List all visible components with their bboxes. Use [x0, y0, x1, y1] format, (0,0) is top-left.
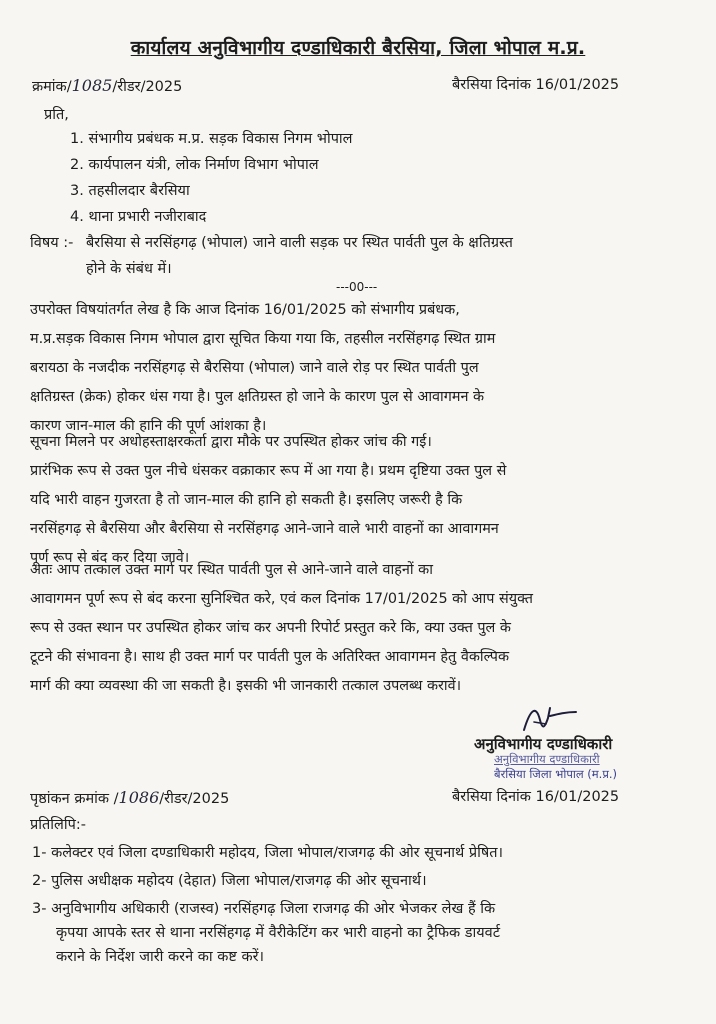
office-title: कार्यालय अनुविभागीय दण्डाधिकारी बैरसिया, जिला भोपाल म.प्र. [130, 37, 586, 59]
reference-number [32, 76, 182, 96]
paragraph-line: पूर्ण रूप से बंद कर दिया जावे। [30, 550, 190, 566]
paragraph-line: अतः आप तत्काल उक्त मार्ग पर स्थित पार्वती पुल से आने-जाने वाले वाहनों का [30, 562, 433, 578]
body-paragraph-1 [30, 296, 650, 441]
signatory-designation: अनुविभागीय दण्डाधिकारी [474, 735, 613, 753]
letter-date: बैरसिया दिनांक 16/01/2025 [452, 77, 620, 93]
stamp-line-2: बैरसिया जिला भोपाल (म.प्र.) [494, 767, 617, 781]
paragraph-line: उपरोक्त विषयांतर्गत लेख है कि आज दिनांक 16/01/2025 को संभागीय प्रबंधक, [30, 302, 460, 318]
body-paragraph-2 [30, 428, 650, 573]
paragraph-line: प्रारंभिक रूप से उक्त पुल नीचे धंसकर वक्राकार रूप में आ गया है। प्रथम दृष्टिया उक्त पुल से [30, 463, 507, 479]
recipient-item: 2. कार्यपालन यंत्री, लोक निर्माण विभाग भोपाल [70, 157, 319, 173]
paragraph-line: आवागमन पूर्ण रूप से बंद करना सुनिश्चित करे, एवं कल दिनांक 17/01/2025 को आप संयुक्त [30, 591, 533, 607]
stamp-line-1: अनुविभागीय दण्डाधिकारी [494, 752, 600, 766]
copy-item-3: 3- अनुविभागीय अधिकारी (राजस्व) नरसिंहगढ़ जिला राजगढ़ की ओर भेजकर लेख हैं कि [32, 901, 496, 917]
ref-number-handwritten: 1085 [71, 76, 113, 95]
paragraph-line: बरायठा के नजदीक नरसिंहगढ़ से बैरसिया (भोपाल) जाने वाले रोड़ पर स्थित पार्वती पुल [30, 360, 479, 376]
recipient-item: 4. थाना प्रभारी नजीराबाद [70, 209, 207, 225]
paragraph-line: नरसिंहगढ़ से बैरसिया और बैरसिया से नरसिंहगढ़ आने-जाने वाले भारी वाहनों का आवागमन [30, 521, 499, 537]
paragraph-line: यदि भारी वाहन गुजरता है तो जान-माल की हानि हो सकती है। इसलिए जरूरी है कि [30, 492, 463, 508]
paragraph-line: कारण जान-माल की हानि की पूर्ण आंशका है। [30, 418, 267, 434]
subject-line-2: होने के संबंध में। [86, 261, 172, 277]
recipient-item: 1. संभागीय प्रबंधक म.प्र. सड़क विकास निगम भोपाल [70, 131, 353, 147]
paragraph-line: मार्ग की क्या व्यवस्था की जा सकती है। इसकी भी जानकारी तत्काल उपलब्ध करावें। [30, 678, 462, 694]
endorsement-ref-number-handwritten: 1086 [118, 788, 160, 807]
ref-prefix: क्रमांक/ [32, 79, 72, 95]
paragraph-line: क्षतिग्रस्त (क्रेक) होकर धंस गया है। पुल क्षतिग्रस्त हो जाने के कारण पुल से आवागमन के [30, 389, 485, 405]
paragraph-line: सूचना मिलने पर अधोहस्ताक्षरकर्ता द्वारा मौके पर उपस्थित होकर जांच की गई। [30, 434, 432, 450]
copy-item-2: 2- पुलिस अधीक्षक महोदय (देहात) जिला भोपाल/राजगढ़ की ओर सूचनार्थ। [32, 873, 427, 889]
subject-line-1: बैरसिया से नरसिंहगढ़ (भोपाल) जाने वाली सड़क पर स्थित पार्वती पुल के क्षतिग्रस्त [86, 235, 513, 251]
endorsement-ref-suffix: /रीडर/2025 [159, 791, 230, 807]
endorsement-ref-prefix: पृष्ठांकन क्रमांक / [30, 791, 119, 807]
copy-item-3-line-2: कृपया आपके स्तर से थाना नरसिंहगढ़ में वैरीकेटिंग कर भारी वाहनो का ट्रैफिक डायवर्ट [56, 925, 501, 941]
endorsement-date: बैरसिया दिनांक 16/01/2025 [452, 789, 620, 805]
ref-suffix: /रीडर/2025 [112, 79, 183, 95]
body-paragraph-3 [30, 556, 650, 701]
subject-label: विषय :- [30, 235, 74, 251]
paragraph-line: म.प्र.सड़क विकास निगम भोपाल द्वारा सूचित किया गया कि, तहसील नरसिंहगढ़ स्थित ग्राम [30, 331, 496, 347]
endorsement-reference [30, 788, 229, 808]
copy-item-1: 1- कलेक्टर एवं जिला दण्डाधिकारी महोदय, जिला भोपाल/राजगढ़ की ओर सूचनार्थ प्रेषित। [32, 845, 504, 861]
copy-to-label: प्रतिलिपि:- [30, 817, 86, 833]
separator: ---00--- [336, 280, 378, 294]
to-label: प्रति, [44, 107, 69, 123]
recipient-item: 3. तहसीलदार बैरसिया [70, 183, 190, 199]
copy-item-3-line-3: कराने के निर्देश जारी करने का कष्ट करें। [56, 949, 265, 965]
paragraph-line: टूटने की संभावना है। साथ ही उक्त मार्ग पर पार्वती पुल के अतिरिक्त आवागमन हेतु वैकल्पिक [30, 649, 510, 665]
paragraph-line: रूप से उक्त स्थान पर उपस्थित होकर जांच कर अपनी रिपोर्ट प्रस्तुत करे कि, क्या उक्त पुल के [30, 620, 511, 636]
